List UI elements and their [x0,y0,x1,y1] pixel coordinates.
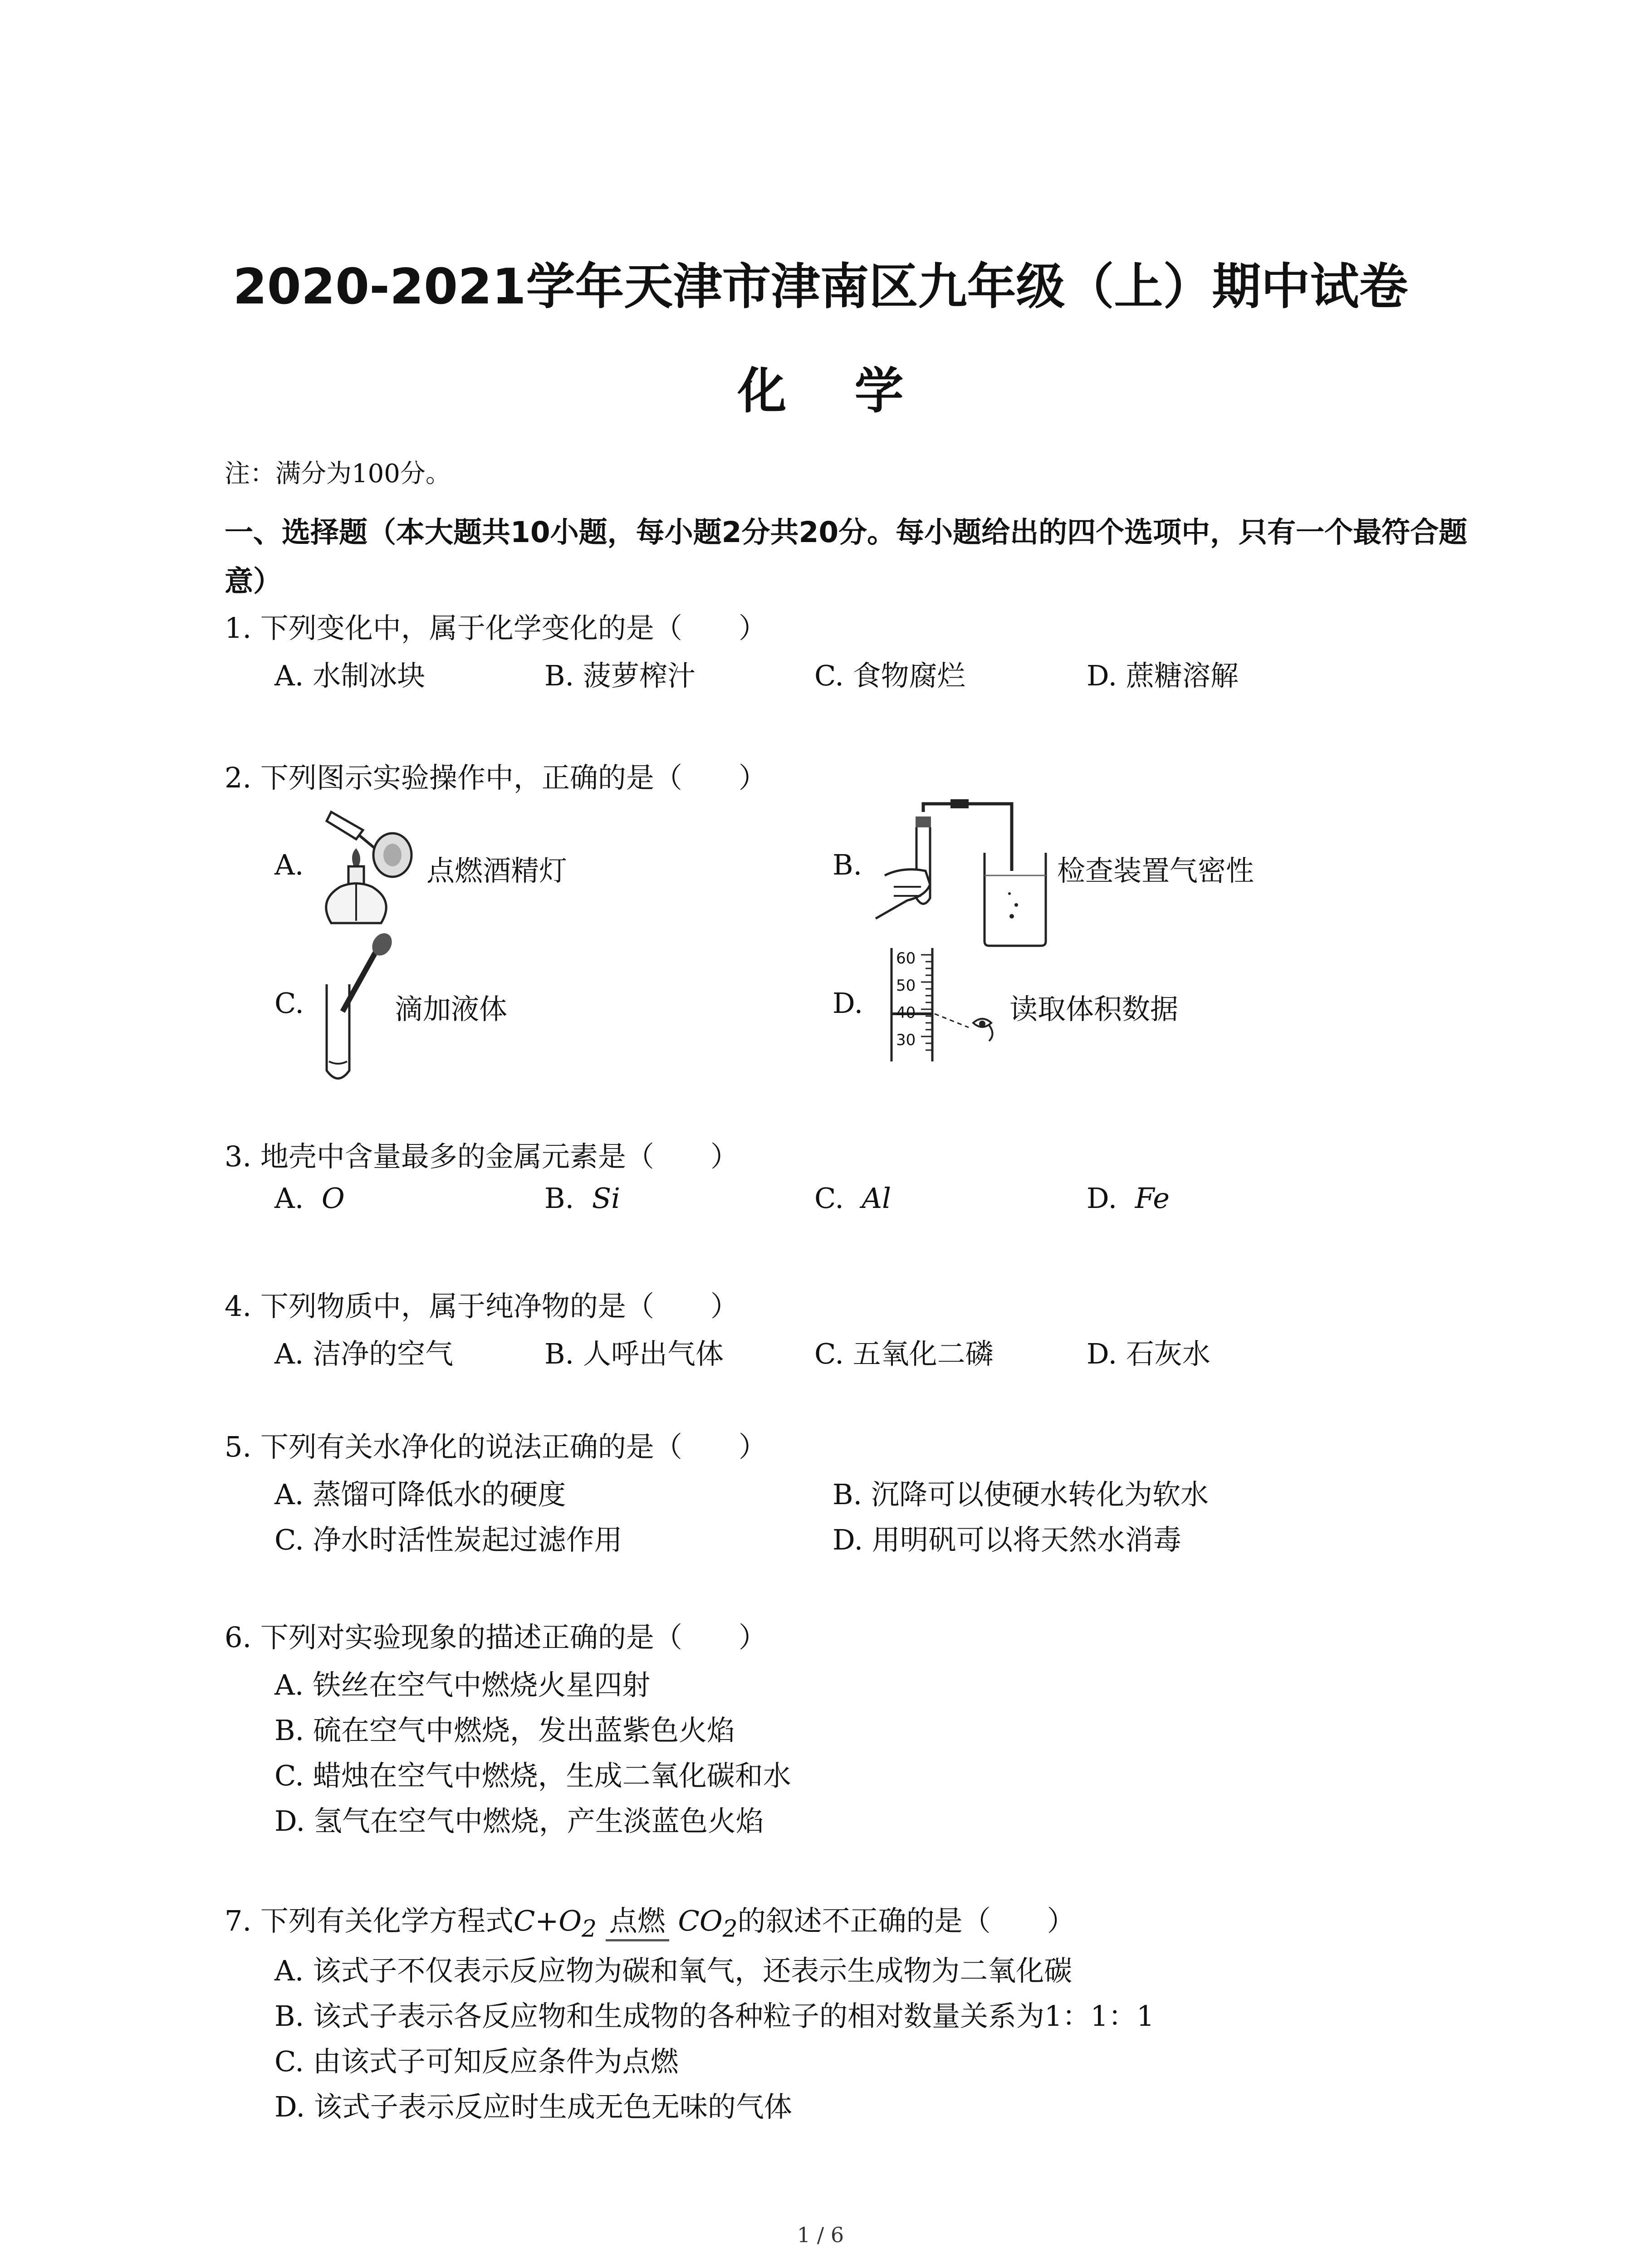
question-3-option-b: B. Si [544,1182,621,1215]
question-5-option-c: C. 净水时活性炭起过滤作用 [274,1523,622,1556]
question-3-option-d: D. Fe [1087,1182,1170,1215]
question-6-stem: 6. 下列对实验现象的描述正确的是（ ） [225,1621,767,1654]
question-1-option-d: D. 蔗糖溶解 [1087,659,1239,692]
question-2-option-a-label: 点燃酒精灯 [426,854,568,887]
question-7-stem: 7. 下列有关化学方程式$C+O_2$ 点燃 $CO_2$的叙述不正确的是（ ） [225,1898,1075,1942]
question-6-option-d: D. 氢气在空气中燃烧，产生淡蓝色火焰 [274,1804,764,1838]
cylinder-tick-40: 40 [896,1004,916,1022]
question-6-option-c: C. 蜡烛在空气中燃烧，生成二氧化碳和水 [274,1759,791,1792]
question-2-option-c-label: 滴加液体 [395,992,508,1026]
question-6-option-b: B. 硫在空气中燃烧，发出蓝紫色火焰 [274,1714,735,1747]
question-5-option-b: B. 沉降可以使硬水转化为软水 [833,1478,1209,1511]
question-4-option-a: A. 洁净的空气 [274,1337,454,1370]
question-2-option-b-label: 检查装置气密性 [1057,854,1254,887]
cylinder-tick-30: 30 [896,1031,916,1049]
exam-title: 2020-2021学年天津市津南区九年级（上）期中试卷 [233,259,1408,315]
question-2-option-a-letter: A. [274,848,304,881]
exam-subtitle: 化学 [737,363,972,420]
question-6-option-a: A. 铁丝在空气中燃烧火星四射 [274,1668,651,1701]
question-1-stem: 1. 下列变化中，属于化学变化的是（ ） [225,611,767,645]
question-7-option-a: A. 该式子不仅表示反应物为碳和氧气，还表示生成物为二氧化碳 [274,1954,1073,1987]
cylinder-tick-60: 60 [896,949,916,968]
question-4-option-b: B. 人呼出气体 [544,1337,724,1370]
question-2-option-d-label: 读取体积数据 [1009,992,1179,1026]
question-7-option-c: C. 由该式子可知反应条件为点燃 [274,2045,679,2078]
equation-product: $CO_2$ [678,1904,738,1943]
question-7-option-d: D. 该式子表示反应时生成无色无味的气体 [274,2090,792,2123]
question-2-option-d-letter: D. [833,987,863,1020]
airtightness-check-icon [876,798,1053,948]
question-4-stem: 4. 下列物质中，属于纯净物的是（ ） [225,1290,739,1323]
question-3-option-a: A. O [274,1182,345,1215]
question-1-option-b: B. 菠萝榨汁 [544,659,696,692]
question-1-option-c: C. 食物腐烂 [814,659,965,692]
cylinder-tick-50: 50 [896,977,916,995]
question-5-option-d: D. 用明矾可以将天然水消毒 [833,1523,1181,1556]
question-7-option-b: B. 该式子表示各反应物和生成物的各种粒子的相对数量关系为1：1：1 [274,1999,1155,2033]
question-4-option-d: D. 石灰水 [1087,1337,1210,1370]
question-4-option-c: C. 五氧化二磷 [814,1337,994,1370]
dropper-test-tube-icon [318,934,399,1084]
question-2-option-c-letter: C. [274,987,304,1020]
alcohol-lamp-lighting-icon [313,803,422,934]
question-2-stem: 2. 下列图示实验操作中，正确的是（ ） [225,761,767,794]
question-5-stem: 5. 下列有关水净化的说法正确的是（ ） [225,1430,767,1463]
question-2-option-b-letter: B. [833,848,862,881]
equation-reactants: $C+O_2$ [513,1904,597,1943]
question-3-stem: 3. 地壳中含量最多的金属元素是（ ） [225,1140,739,1173]
page-number: 1 / 6 [797,2223,844,2247]
question-1-option-a: A. 水制冰块 [274,659,426,692]
section-heading: 一、选择题（本大题共10小题，每小题2分共20分。每小题给出的四个选项中，只有一个最符合题意） [225,516,1468,598]
equation-condition: 点燃 [606,1898,669,1939]
question-5-option-a: A. 蒸馏可降低水的硬度 [274,1478,566,1511]
score-note: 注：满分为100分。 [225,459,451,489]
question-3-option-c: C. Al [814,1182,891,1215]
